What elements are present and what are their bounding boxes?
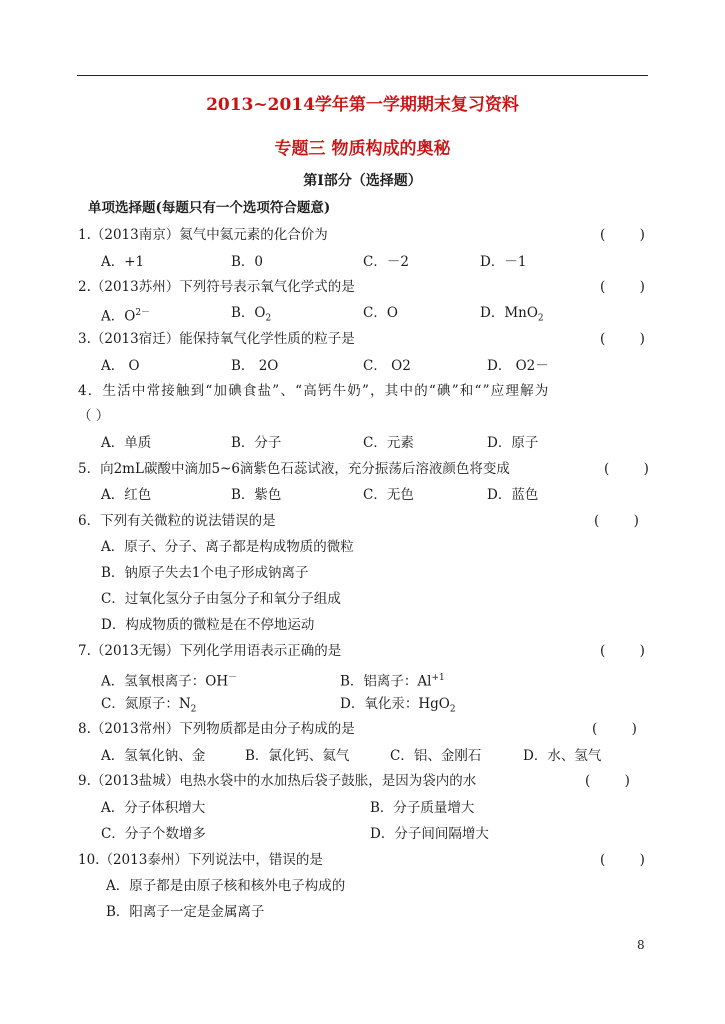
part-heading: 第Ⅰ部分（选择题） (303, 173, 422, 189)
question-1-option-d: D．－1 (480, 254, 527, 270)
answer-paren-3: ( ) (600, 331, 645, 347)
question-10-stem: 10.（2013泰州）下列说法中，错误的是 (78, 852, 323, 868)
question-5-option-c: C．无色 (363, 487, 414, 503)
option-text: B．O (231, 305, 266, 321)
question-6-option-a: A．原子、分子、离子都是构成物质的微粒 (101, 539, 354, 555)
question-4-option-b: B．分子 (231, 435, 282, 451)
answer-paren-7: ( ) (600, 643, 645, 659)
question-5-option-b: B．紫色 (231, 487, 282, 503)
answer-paren-2: ( ) (600, 279, 645, 295)
question-3-option-a: A． O (101, 358, 140, 374)
question-9-option-c: C．分子个数增多 (101, 826, 206, 842)
answer-paren-1: ( ) (600, 227, 645, 243)
question-8-stem: 8.（2013常州）下列物质都是由分子构成的是 (78, 721, 355, 737)
option-text: C．氮原子：N (101, 696, 191, 712)
question-2-option-a (101, 304, 150, 326)
question-6-option-d: D．构成物质的微粒是在不停地运动 (101, 617, 315, 633)
question-2-stem: 2.（2013苏州）下列符号表示氧气化学式的是 (78, 279, 355, 295)
question-6-option-c: C．过氧化氢分子由氢分子和氧分子组成 (101, 591, 341, 607)
document-title: 2013~2014学年第一学期期末复习资料 (206, 95, 519, 115)
question-6-option-b: B．钠原子失去1个电子形成钠离子 (101, 565, 309, 581)
question-7-option-a (101, 669, 237, 691)
question-10-option-a: A．原子都是由原子核和核外电子构成的 (106, 878, 346, 894)
question-4-option-a: A．单质 (101, 435, 152, 451)
question-9-stem: 9.（2013盐城）电热水袋中的水加热后袋子鼓胀，是因为袋内的水 (78, 773, 477, 789)
question-9-option-b: B．分子质量增大 (370, 800, 475, 816)
answer-paren-4: （ ） (78, 408, 110, 424)
question-2-option-c: C．O (363, 305, 398, 321)
question-4-stem: 4．生活中常接触到“加碘食盐”、“高钙牛奶”，其中的“碘”和“”应理解为 (78, 383, 550, 399)
question-8-option-c: C．铝、金刚石 (390, 748, 482, 764)
question-3-option-c: C． O2 (363, 358, 411, 374)
question-1-option-c: C．－2 (363, 254, 409, 270)
superscript: 2－ (135, 308, 151, 318)
question-1-option-b: B．0 (231, 254, 264, 270)
superscript: － (228, 673, 238, 683)
question-3-option-b: B． 2O (231, 358, 279, 374)
question-9-option-a: A．分子体积增大 (101, 800, 206, 816)
superscript: +1 (431, 673, 445, 683)
question-1-stem: 1.（2013南京）氦气中氦元素的化合价为 (78, 227, 328, 243)
question-2-option-d (480, 304, 544, 328)
section-heading (88, 199, 330, 217)
question-5-option-d: D．蓝色 (487, 487, 539, 503)
answer-paren-10: ( ) (600, 852, 645, 868)
answer-paren-9: ( ) (585, 773, 630, 789)
subscript: 2 (190, 704, 197, 715)
question-5-stem: 5．向2mL碳酸中滴加5~6滴紫色石蕊试液，充分振荡后溶液颜色将变成 (78, 461, 510, 477)
question-1-option-a: A．+1 (101, 254, 145, 270)
question-8-option-a: A．氢氧化钠、金 (101, 748, 206, 764)
question-3-option-d: D． O2－ (487, 358, 549, 374)
section-heading-text: 单项选择题(每题只有一个选项符合题意) (88, 200, 331, 216)
question-2-option-b (231, 304, 271, 328)
question-4-option-d: D．原子 (487, 435, 539, 451)
answer-paren-8: ( ) (592, 721, 637, 737)
document-subtitle: 专题三 物质构成的奥秘 (274, 139, 451, 159)
question-10-option-b: B．阳离子一定是金属离子 (106, 904, 265, 920)
option-text: D．MnO (480, 305, 538, 321)
subscript: 2 (265, 313, 272, 324)
subscript: 2 (537, 313, 544, 324)
option-text: B．铝离子：Al (340, 673, 432, 690)
answer-paren-6: ( ) (594, 513, 639, 529)
question-8-option-b: B．氯化钙、氦气 (245, 748, 350, 764)
answer-paren-5: ( ) (604, 461, 649, 477)
header-rule (77, 75, 648, 76)
question-6-stem: 6．下列有关微粒的说法错误的是 (78, 513, 276, 529)
question-7-option-b (340, 669, 445, 691)
option-text: A．O (101, 308, 136, 325)
option-text: D．氧化汞：HgO (340, 696, 450, 712)
option-text: A．氢氧根离子：OH (101, 673, 229, 690)
page-number: 8 (637, 938, 645, 952)
question-7-stem: 7.（2013无锡）下列化学用语表示正确的是 (78, 643, 342, 659)
question-5-option-a: A．红色 (101, 487, 152, 503)
subscript: 2 (449, 704, 456, 715)
question-8-option-d: D．水、氢气 (523, 748, 602, 764)
question-9-option-d: D．分子间间隔增大 (370, 826, 489, 842)
question-4-option-c: C．元素 (363, 435, 414, 451)
question-3-stem: 3.（2013宿迁）能保持氧气化学性质的粒子是 (78, 331, 355, 347)
question-7-option-d (340, 695, 456, 719)
question-7-option-c (101, 695, 196, 719)
